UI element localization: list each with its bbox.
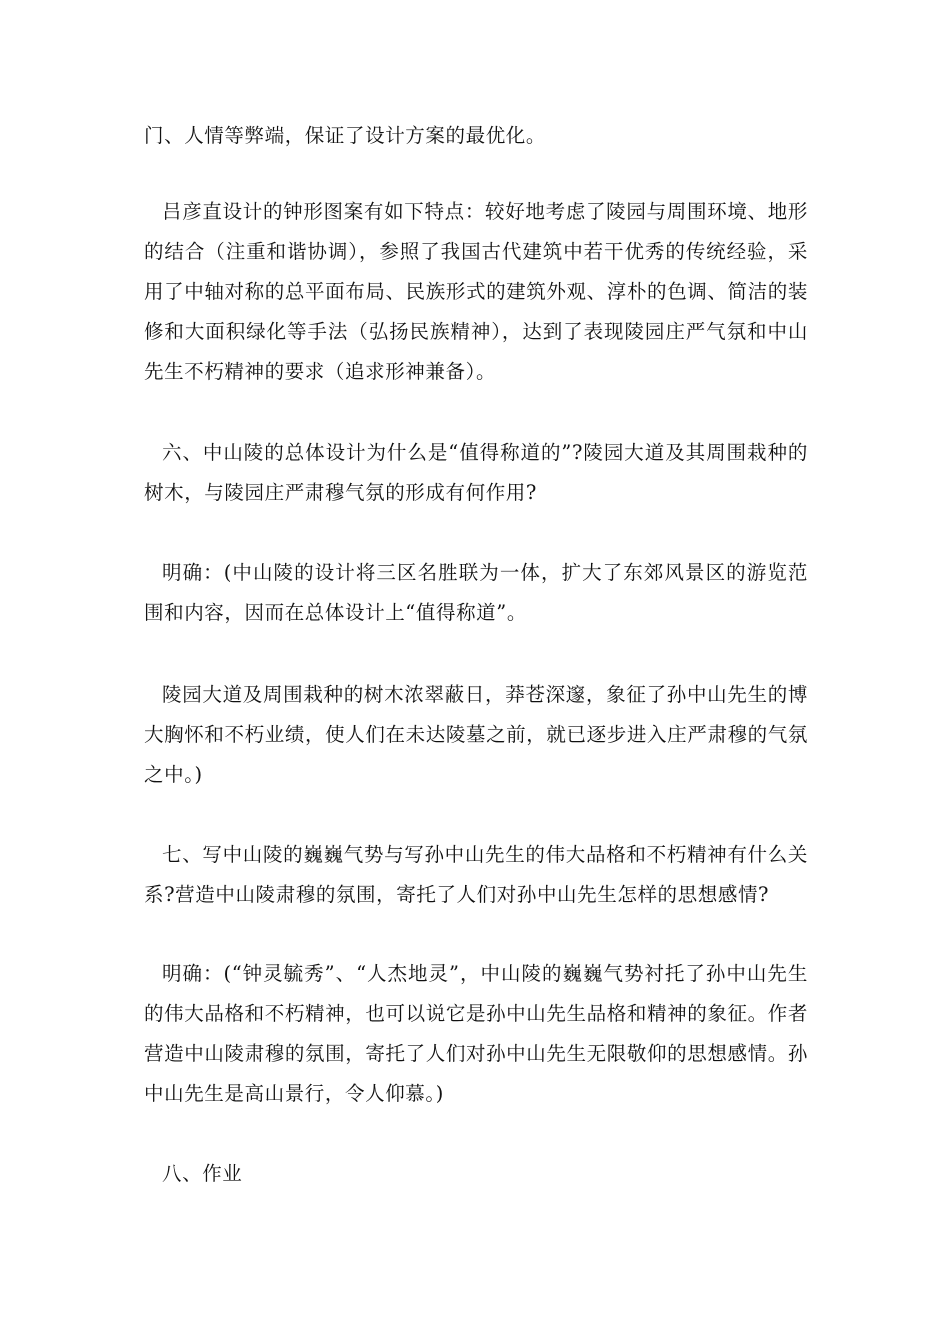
section-homework-heading: 八、作业 (162, 1162, 243, 1185)
answer-six-part-two: 陵园大道及周围栽种的树木浓翠蔽日，莽苍深邃，象征了孙中山先生的博大胸怀和不朽业绩，使人们在未达陵墓之前，就已逐步进入庄严肃穆的气氛之中。) (144, 683, 808, 786)
question-six: 六、中山陵的总体设计为什么是“值得称道的”?陵园大道及其周围栽种的树木，与陵园庄严肃穆气氛的形成有何作用? (144, 441, 808, 504)
answer-seven: 明确：(“钟灵毓秀”、“人杰地灵”，中山陵的巍巍气势衬托了孙中山先生的伟大品格和不朽精神，也可以说它是孙中山先生品格和精神的象征。作者营造中山陵肃穆的氛围，寄托了人们对孙中山先生无限敬仰的思想感情。孙中山先生是高山景行，令人仰慕。) (144, 962, 808, 1105)
paragraph-continuation: 门、人情等弊端，保证了设计方案的最优化。 (144, 124, 547, 147)
paragraph-design-features: 吕彦直设计的钟形图案有如下特点：较好地考虑了陵园与周围环境、地形的结合（注重和谐协调），参照了我国古代建筑中若干优秀的传统经验，采用了中轴对称的总平面布局、民族形式的建筑外观、淳朴的色调、简洁的装修和大面积绿化等手法（弘扬民族精神），达到了表现陵园庄严气氛和中山先生不朽精神的要求（追求形神兼备）。 (144, 200, 808, 383)
question-seven: 七、写中山陵的巍巍气势与写孙中山先生的伟大品格和不朽精神有什么关系?营造中山陵肃穆的氛围，寄托了人们对孙中山先生怎样的思想感情? (144, 843, 808, 906)
answer-six-part-one: 明确：(中山陵的设计将三区名胜联为一体，扩大了东郊风景区的游览范围和内容，因而在总体设计上“值得称道”。 (144, 561, 808, 624)
